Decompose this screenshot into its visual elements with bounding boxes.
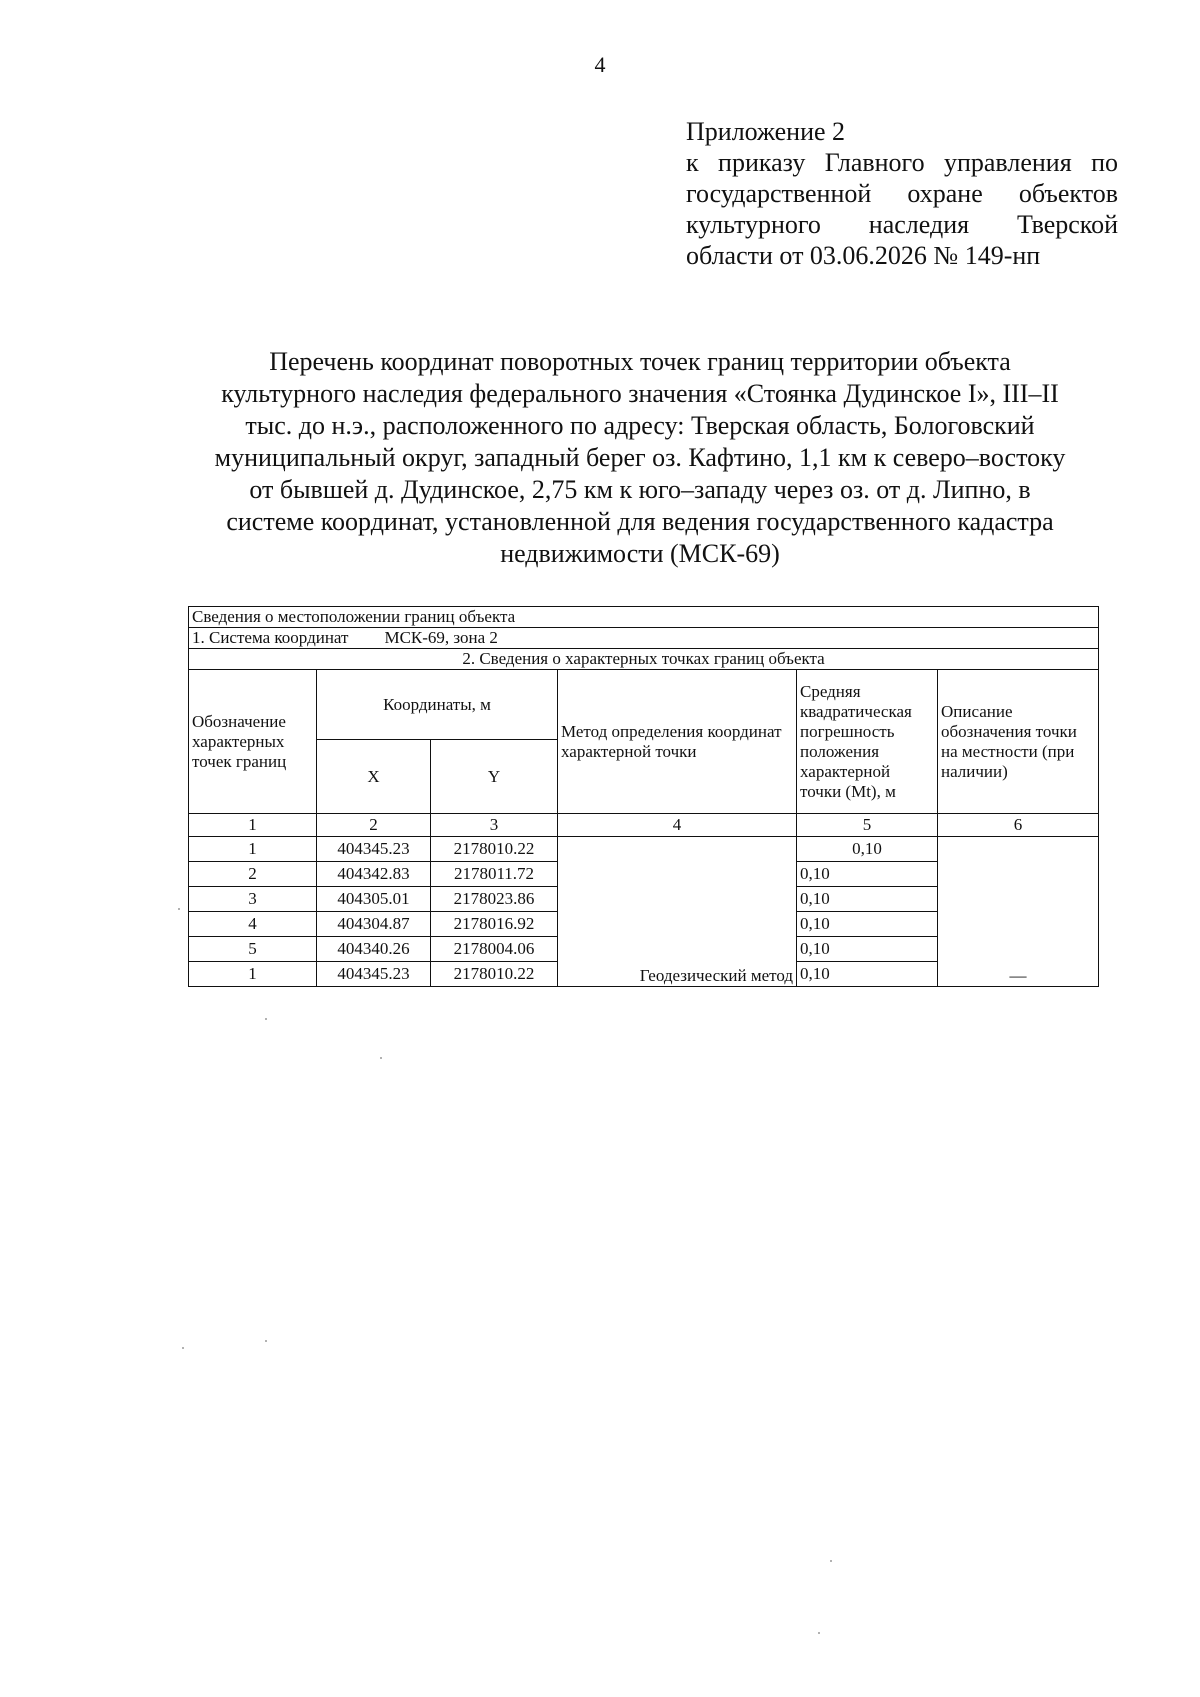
error-value: 0,10 (797, 912, 938, 937)
section-title: Сведения о местоположении границ объекта (189, 607, 1099, 628)
coordinate-y: 2178010.22 (431, 837, 558, 862)
title-line: культурного наследия федерального значения «Стоянка Дудинское I», III–II (221, 379, 1059, 408)
coordinate-system-label: 1. Система координат (192, 628, 349, 647)
coordinate-y: 2178011.72 (431, 862, 558, 887)
header-y: Y (431, 740, 558, 814)
point-number: 2 (189, 862, 317, 887)
scan-speck (380, 1057, 382, 1059)
point-number: 4 (189, 912, 317, 937)
title-line: муниципальный округ, западный берег оз. Кафтино, 1,1 км к северо–востоку (214, 443, 1066, 472)
error-value: 0,10 (797, 962, 938, 987)
document-title (160, 346, 1120, 570)
appendix-block (686, 116, 1118, 271)
coordinate-y: 2178004.06 (431, 937, 558, 962)
column-number: 1 (189, 814, 317, 837)
title-line: тыс. до н.э., расположенного по адресу: Тверская область, Бологовский (245, 411, 1035, 440)
scan-speck (265, 1018, 267, 1020)
scan-speck (830, 1560, 832, 1562)
coordinate-x: 404304.87 (317, 912, 431, 937)
coordinate-system-value: МСК-69, зона 2 (384, 628, 498, 647)
column-number: 2 (317, 814, 431, 837)
description-cell: — (938, 837, 1099, 987)
error-value: 0,10 (797, 887, 938, 912)
coordinate-y: 2178023.86 (431, 887, 558, 912)
scan-speck (265, 1340, 267, 1342)
column-number: 5 (797, 814, 938, 837)
method-cell: Геодезический метод (558, 837, 797, 987)
scan-speck (182, 1347, 184, 1349)
scan-speck (818, 1632, 820, 1634)
coordinate-x: 404305.01 (317, 887, 431, 912)
point-number: 1 (189, 962, 317, 987)
title-line: недвижимости (МСК-69) (500, 539, 780, 568)
appendix-order-reference: к приказу Главного управления по государственной охране объектов культурного наследия Тверской области от 03.06.2026 № 149-нп (686, 148, 1118, 270)
header-error: Средняя квадратическая погрешность положения характерной точки (Mt), м (797, 670, 938, 814)
scan-speck (178, 908, 180, 910)
coordinate-y: 2178010.22 (431, 962, 558, 987)
coordinate-y: 2178016.92 (431, 912, 558, 937)
point-number: 5 (189, 937, 317, 962)
coordinate-x: 404345.23 (317, 837, 431, 862)
column-number: 3 (431, 814, 558, 837)
page-number: 4 (594, 52, 606, 77)
title-line: от бывшей д. Дудинское, 2,75 км к юго–западу через оз. от д. Липно, в (249, 475, 1031, 504)
header-x: X (317, 740, 431, 814)
error-value: 0,10 (797, 837, 938, 862)
column-number: 4 (558, 814, 797, 837)
header-designation: Обозначение характерных точек границ (189, 670, 317, 814)
column-number: 6 (938, 814, 1099, 837)
point-number: 1 (189, 837, 317, 862)
coordinates-table (188, 606, 1099, 987)
table-row (189, 837, 1099, 862)
title-line: системе координат, установленной для ведения государственного кадастра (226, 507, 1054, 536)
points-section-title: 2. Сведения о характерных точках границ объекта (189, 649, 1099, 670)
coordinate-x: 404345.23 (317, 962, 431, 987)
coordinate-x: 404342.83 (317, 862, 431, 887)
appendix-title: Приложение 2 (686, 117, 846, 146)
header-method: Метод определения координат характерной точки (558, 670, 797, 814)
header-description: Описание обозначения точки на местности (при наличии) (938, 670, 1099, 814)
coordinate-x: 404340.26 (317, 937, 431, 962)
point-number: 3 (189, 887, 317, 912)
error-value: 0,10 (797, 937, 938, 962)
error-value: 0,10 (797, 862, 938, 887)
title-line: Перечень координат поворотных точек границ территории объекта (269, 347, 1011, 376)
coordinate-system-row (189, 628, 1099, 649)
header-coordinates: Координаты, м (317, 670, 558, 740)
